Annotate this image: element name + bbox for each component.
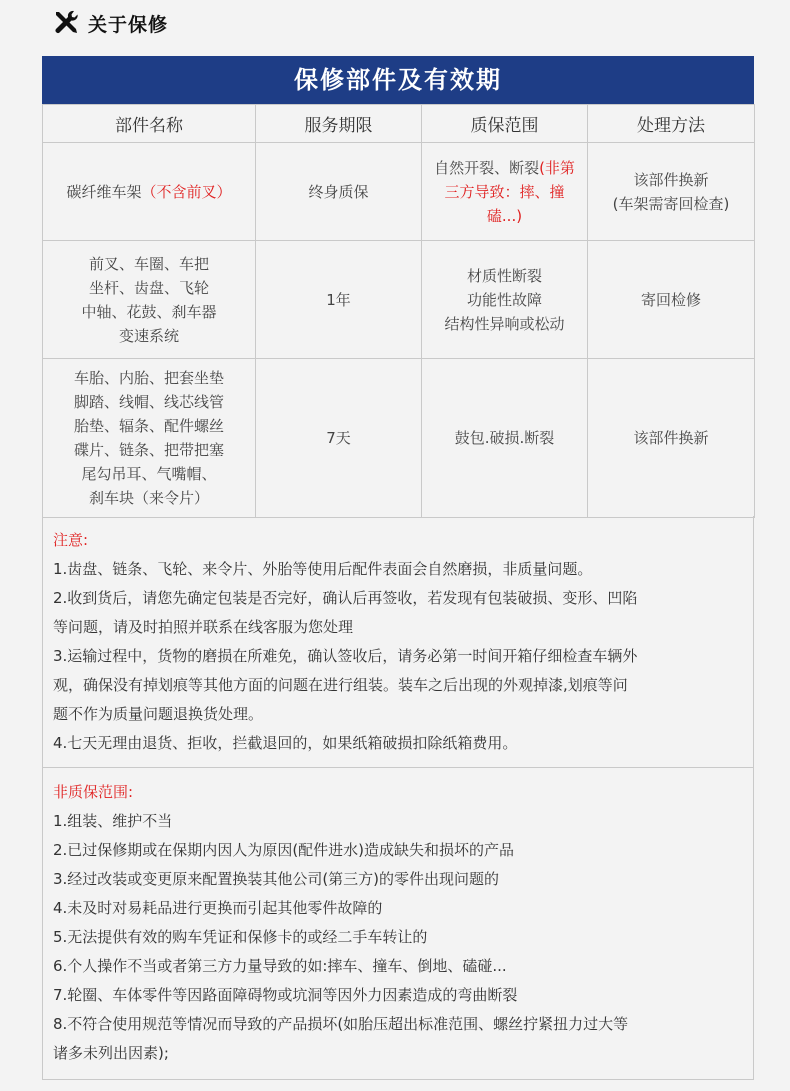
exclusion-line: 6.个人操作不当或者第三方力量导致的如:摔车、撞车、倒地、磕碰...: [53, 957, 507, 975]
note-line: 观，确保没有掉划痕等其他方面的问题在进行组装。装车之后出现的外观掉漆,划痕等问: [53, 676, 628, 694]
part-main: 碳纤维车架: [66, 182, 142, 201]
part-line: 刹车块（来令片）: [88, 489, 209, 507]
exclusion-line: 诸多未列出因素);: [53, 1044, 169, 1062]
note-line: 2.收到货后，请您先确定包装是否完好，确认后再签收，若发现有包装破损、变形、凹陷: [53, 589, 638, 607]
notes-section: [42, 516, 754, 768]
header-part-name: 部件名称: [43, 105, 256, 143]
scope-note: (非第三方导致：摔、撞磕...): [444, 158, 575, 225]
part-cell: [43, 359, 256, 518]
part-line: 前叉、车圈、车把: [88, 254, 209, 273]
method-line: (车架需寄回检查): [612, 194, 730, 213]
header-warranty-scope: 质保范围: [422, 105, 588, 143]
table-row: [43, 241, 755, 359]
section-header: [52, 8, 168, 38]
part-line: 脚踏、线帽、线芯线管: [73, 393, 224, 411]
part-line: 坐杆、齿盘、飞轮: [88, 278, 209, 297]
part-cell: [43, 143, 256, 241]
method-cell: 寄回检修: [588, 241, 755, 359]
note-line: 等问题，请及时拍照并联系在线客服为您处理: [53, 618, 354, 636]
part-line: 胎垫、辐条、配件螺丝: [73, 417, 224, 435]
header-service-period: 服务期限: [256, 105, 422, 143]
wrench-screwdriver-icon: [52, 9, 80, 37]
exclusion-line: 2.已过保修期或在保期内因人为原因(配件进水)造成缺失和损坏的产品: [53, 841, 515, 859]
note-line: 4.七天无理由退货、拒收，拦截退回的，如果纸箱破损扣除纸箱费用。: [53, 734, 518, 752]
table-row: [43, 143, 755, 241]
exclusions-section: [42, 768, 754, 1080]
note-line: 3.运输过程中，货物的磨损在所难免，确认签收后，请务必第一时间开箱仔细检查车辆外: [53, 647, 638, 665]
header-handling-method: 处理方法: [588, 105, 755, 143]
warranty-table: [42, 104, 755, 518]
table-title-band: 保修部件及有效期: [42, 56, 754, 104]
exclusion-line: 1.组装、维护不当: [53, 812, 173, 830]
part-line: 碟片、链条、把带把塞: [73, 441, 224, 459]
exclusion-line: 7.轮圈、车体零件等因路面障碍物或坑洞等因外力因素造成的弯曲断裂: [53, 986, 518, 1004]
method-cell: [588, 143, 755, 241]
period-cell: 1年: [256, 241, 422, 359]
notes-heading: 注意:: [53, 531, 89, 549]
scope-cell: 鼓包.破损.断裂: [422, 359, 588, 518]
note-line: 题不作为质量问题退换货处理。: [53, 705, 264, 723]
exclusions-heading: 非质保范围:: [53, 783, 134, 801]
scope-cell: [422, 143, 588, 241]
table-header-row: [43, 105, 755, 143]
exclusion-line: 8.不符合使用规范等情况而导致的产品损坏(如胎压超出标准范围、螺丝拧紧扭力过大等: [53, 1015, 629, 1033]
part-cell: [43, 241, 256, 359]
scope-cell: [422, 241, 588, 359]
exclusion-line: 5.无法提供有效的购车凭证和保修卡的或经二手车转让的: [53, 928, 428, 946]
exclusion-line: 4.未及时对易耗品进行更换而引起其他零件故障的: [53, 899, 383, 917]
exclusion-line: 3.经过改装或变更原来配置换装其他公司(第三方)的零件出现问题的: [53, 870, 500, 888]
scope-line: 结构性异响或松动: [444, 314, 565, 333]
scope-line: 材质性断裂: [466, 266, 542, 285]
part-note: （不含前叉）: [141, 182, 232, 201]
method-cell: 该部件换新: [588, 359, 755, 518]
part-line: 变速系统: [118, 326, 179, 345]
scope-main: 自然开裂、断裂: [434, 158, 540, 177]
part-line: 尾勾吊耳、气嘴帽、: [81, 465, 217, 483]
note-line: 1.齿盘、链条、飞轮、来令片、外胎等使用后配件表面会自然磨损，非质量问题。: [53, 560, 593, 578]
table-row: [43, 359, 755, 518]
part-line: 中轴、花鼓、刹车器: [81, 302, 217, 321]
part-line: 车胎、内胎、把套坐垫: [73, 369, 224, 387]
method-line: 该部件换新: [633, 170, 709, 189]
scope-line: 功能性故障: [466, 290, 542, 309]
period-cell: 终身质保: [256, 143, 422, 241]
section-title: 关于保修: [88, 13, 169, 36]
period-cell: 7天: [256, 359, 422, 518]
